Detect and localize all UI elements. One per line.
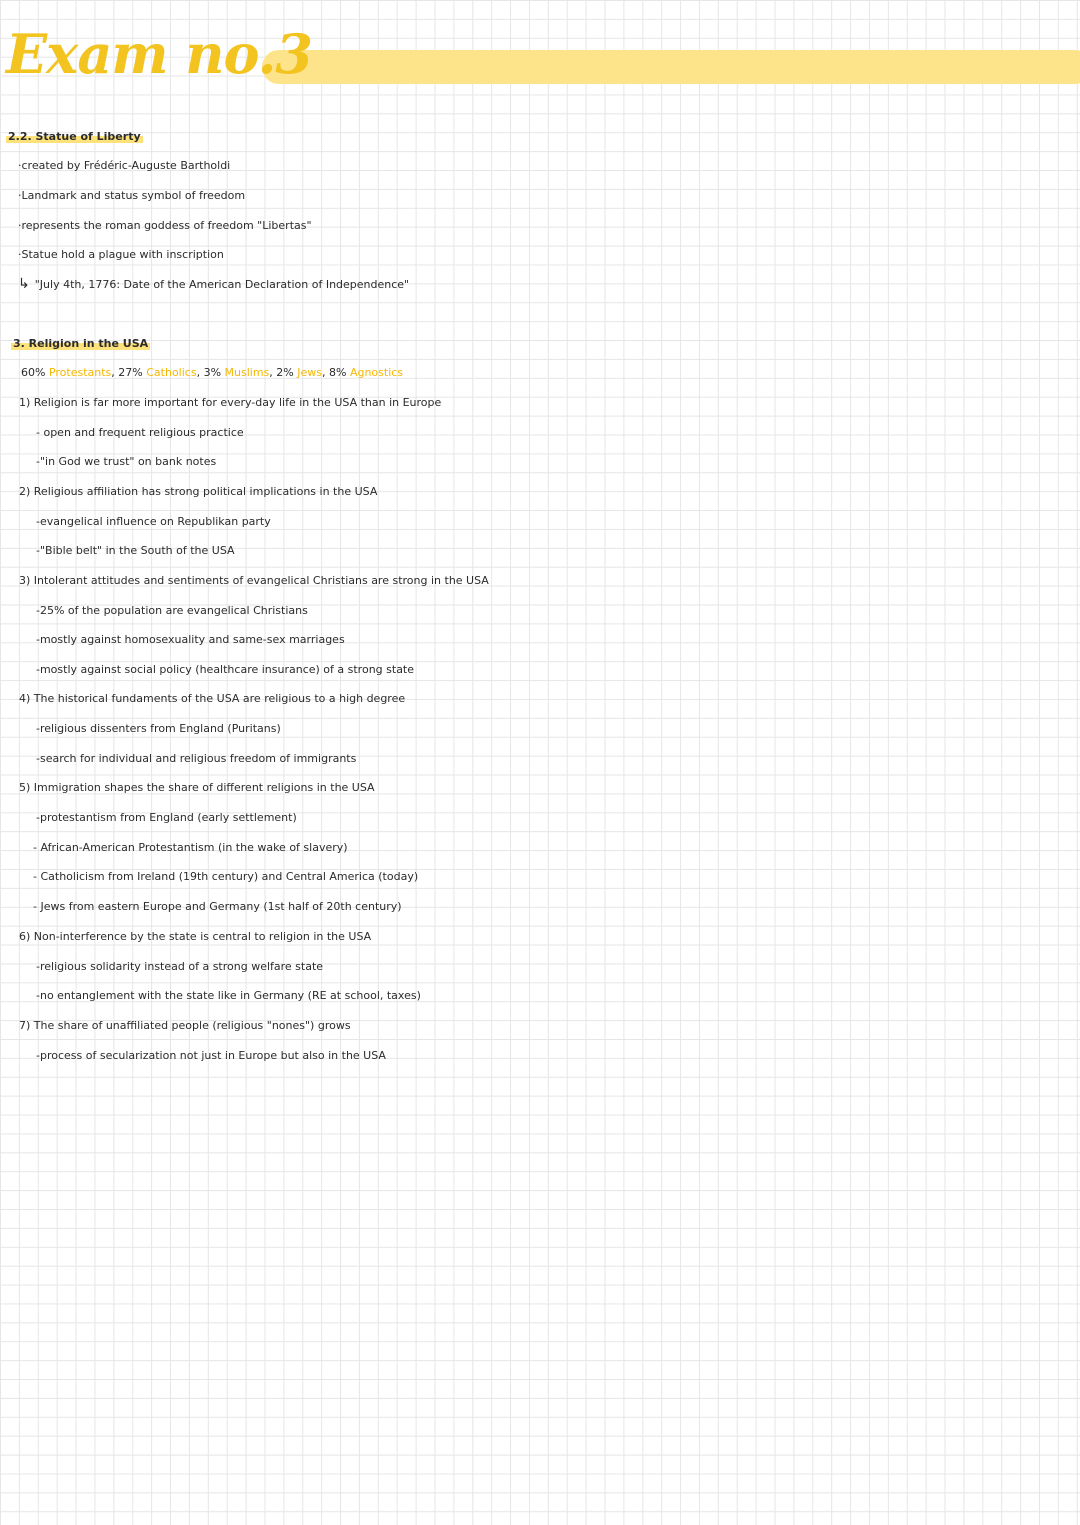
- stat-jews-pct: , 2%: [269, 366, 294, 379]
- religion-subpoint: -process of secularization not just in Europe but also in the USA: [36, 1049, 386, 1062]
- stat-muslims-pct: , 3%: [196, 366, 222, 379]
- religion-subpoint: -evangelical influence on Republikan party: [36, 515, 271, 528]
- liberty-item: ·Statue hold a plague with inscription: [18, 248, 224, 261]
- religion-subpoint: -mostly against homosexuality and same-sex marriages: [36, 633, 345, 646]
- religion-point: 5) Immigration shapes the share of different religions in the USA: [19, 781, 375, 794]
- religion-subpoint: - Jews from eastern Europe and Germany (1st half of 20th century): [33, 900, 402, 913]
- religion-point: 3) Intolerant attitudes and sentiments of evangelical Christians are strong in the USA: [19, 574, 489, 587]
- liberty-inscription: "July 4th, 1776: Date of the American Declaration of Independence": [34, 278, 410, 291]
- title-highlight-bar: [262, 50, 1080, 84]
- stat-catholics-pct: , 27%: [111, 366, 143, 379]
- stat-muslims-label: Muslims: [224, 366, 270, 379]
- religion-point: 6) Non-interference by the state is central to religion in the USA: [19, 930, 372, 943]
- religion-subpoint: - Catholicism from Ireland (19th century) and Central America (today): [33, 870, 419, 883]
- religion-subpoint: - open and frequent religious practice: [36, 426, 244, 439]
- religion-subpoint: -religious solidarity instead of a strong welfare state: [36, 960, 324, 973]
- liberty-item: ·Landmark and status symbol of freedom: [18, 189, 246, 202]
- stat-agnostics-pct: , 8%: [322, 366, 347, 379]
- religion-subpoint: -mostly against social policy (healthcare insurance) of a strong state: [36, 663, 415, 676]
- religion-subpoint: - African-American Protestantism (in the wake of slavery): [33, 841, 348, 854]
- religion-subpoint: -search for individual and religious freedom of immigrants: [36, 752, 357, 765]
- religion-subpoint: -"Bible belt" in the South of the USA: [36, 544, 235, 557]
- section-heading-statue-of-liberty: 2.2. Statue of Liberty: [8, 130, 141, 143]
- religion-stats: [21, 366, 403, 380]
- religion-subpoint: -religious dissenters from England (Puritans): [36, 722, 281, 735]
- stat-catholics-label: Catholics: [146, 366, 197, 379]
- religion-point: 4) The historical fundaments of the USA are religious to a high degree: [19, 692, 406, 705]
- stat-protestants-label: Protestants: [48, 366, 112, 379]
- religion-subpoint: -no entanglement with the state like in Germany (RE at school, taxes): [36, 989, 421, 1002]
- liberty-item: ·represents the roman goddess of freedom "Libertas": [18, 219, 312, 232]
- page-title: Exam no.3: [6, 22, 312, 86]
- arrow-return-icon: ↳: [18, 276, 30, 292]
- stat-protestants-pct: 60%: [21, 366, 46, 379]
- liberty-inscription-line: [18, 277, 409, 292]
- religion-point: 1) Religion is far more important for every-day life in the USA than in Europe: [19, 396, 442, 409]
- religion-subpoint: -"in God we trust" on bank notes: [36, 455, 217, 468]
- liberty-item: ·created by Frédéric-Auguste Bartholdi: [18, 159, 231, 172]
- religion-point: 7) The share of unaffiliated people (religious "nones") grows: [19, 1019, 351, 1032]
- stat-agnostics-label: Agnostics: [349, 366, 404, 379]
- stat-jews-label: Jews: [297, 366, 322, 379]
- religion-subpoint: -25% of the population are evangelical Christians: [36, 604, 308, 617]
- religion-subpoint: -protestantism from England (early settlement): [36, 811, 297, 824]
- section-heading-religion: 3. Religion in the USA: [13, 337, 149, 350]
- religion-point: 2) Religious affiliation has strong political implications in the USA: [19, 485, 378, 498]
